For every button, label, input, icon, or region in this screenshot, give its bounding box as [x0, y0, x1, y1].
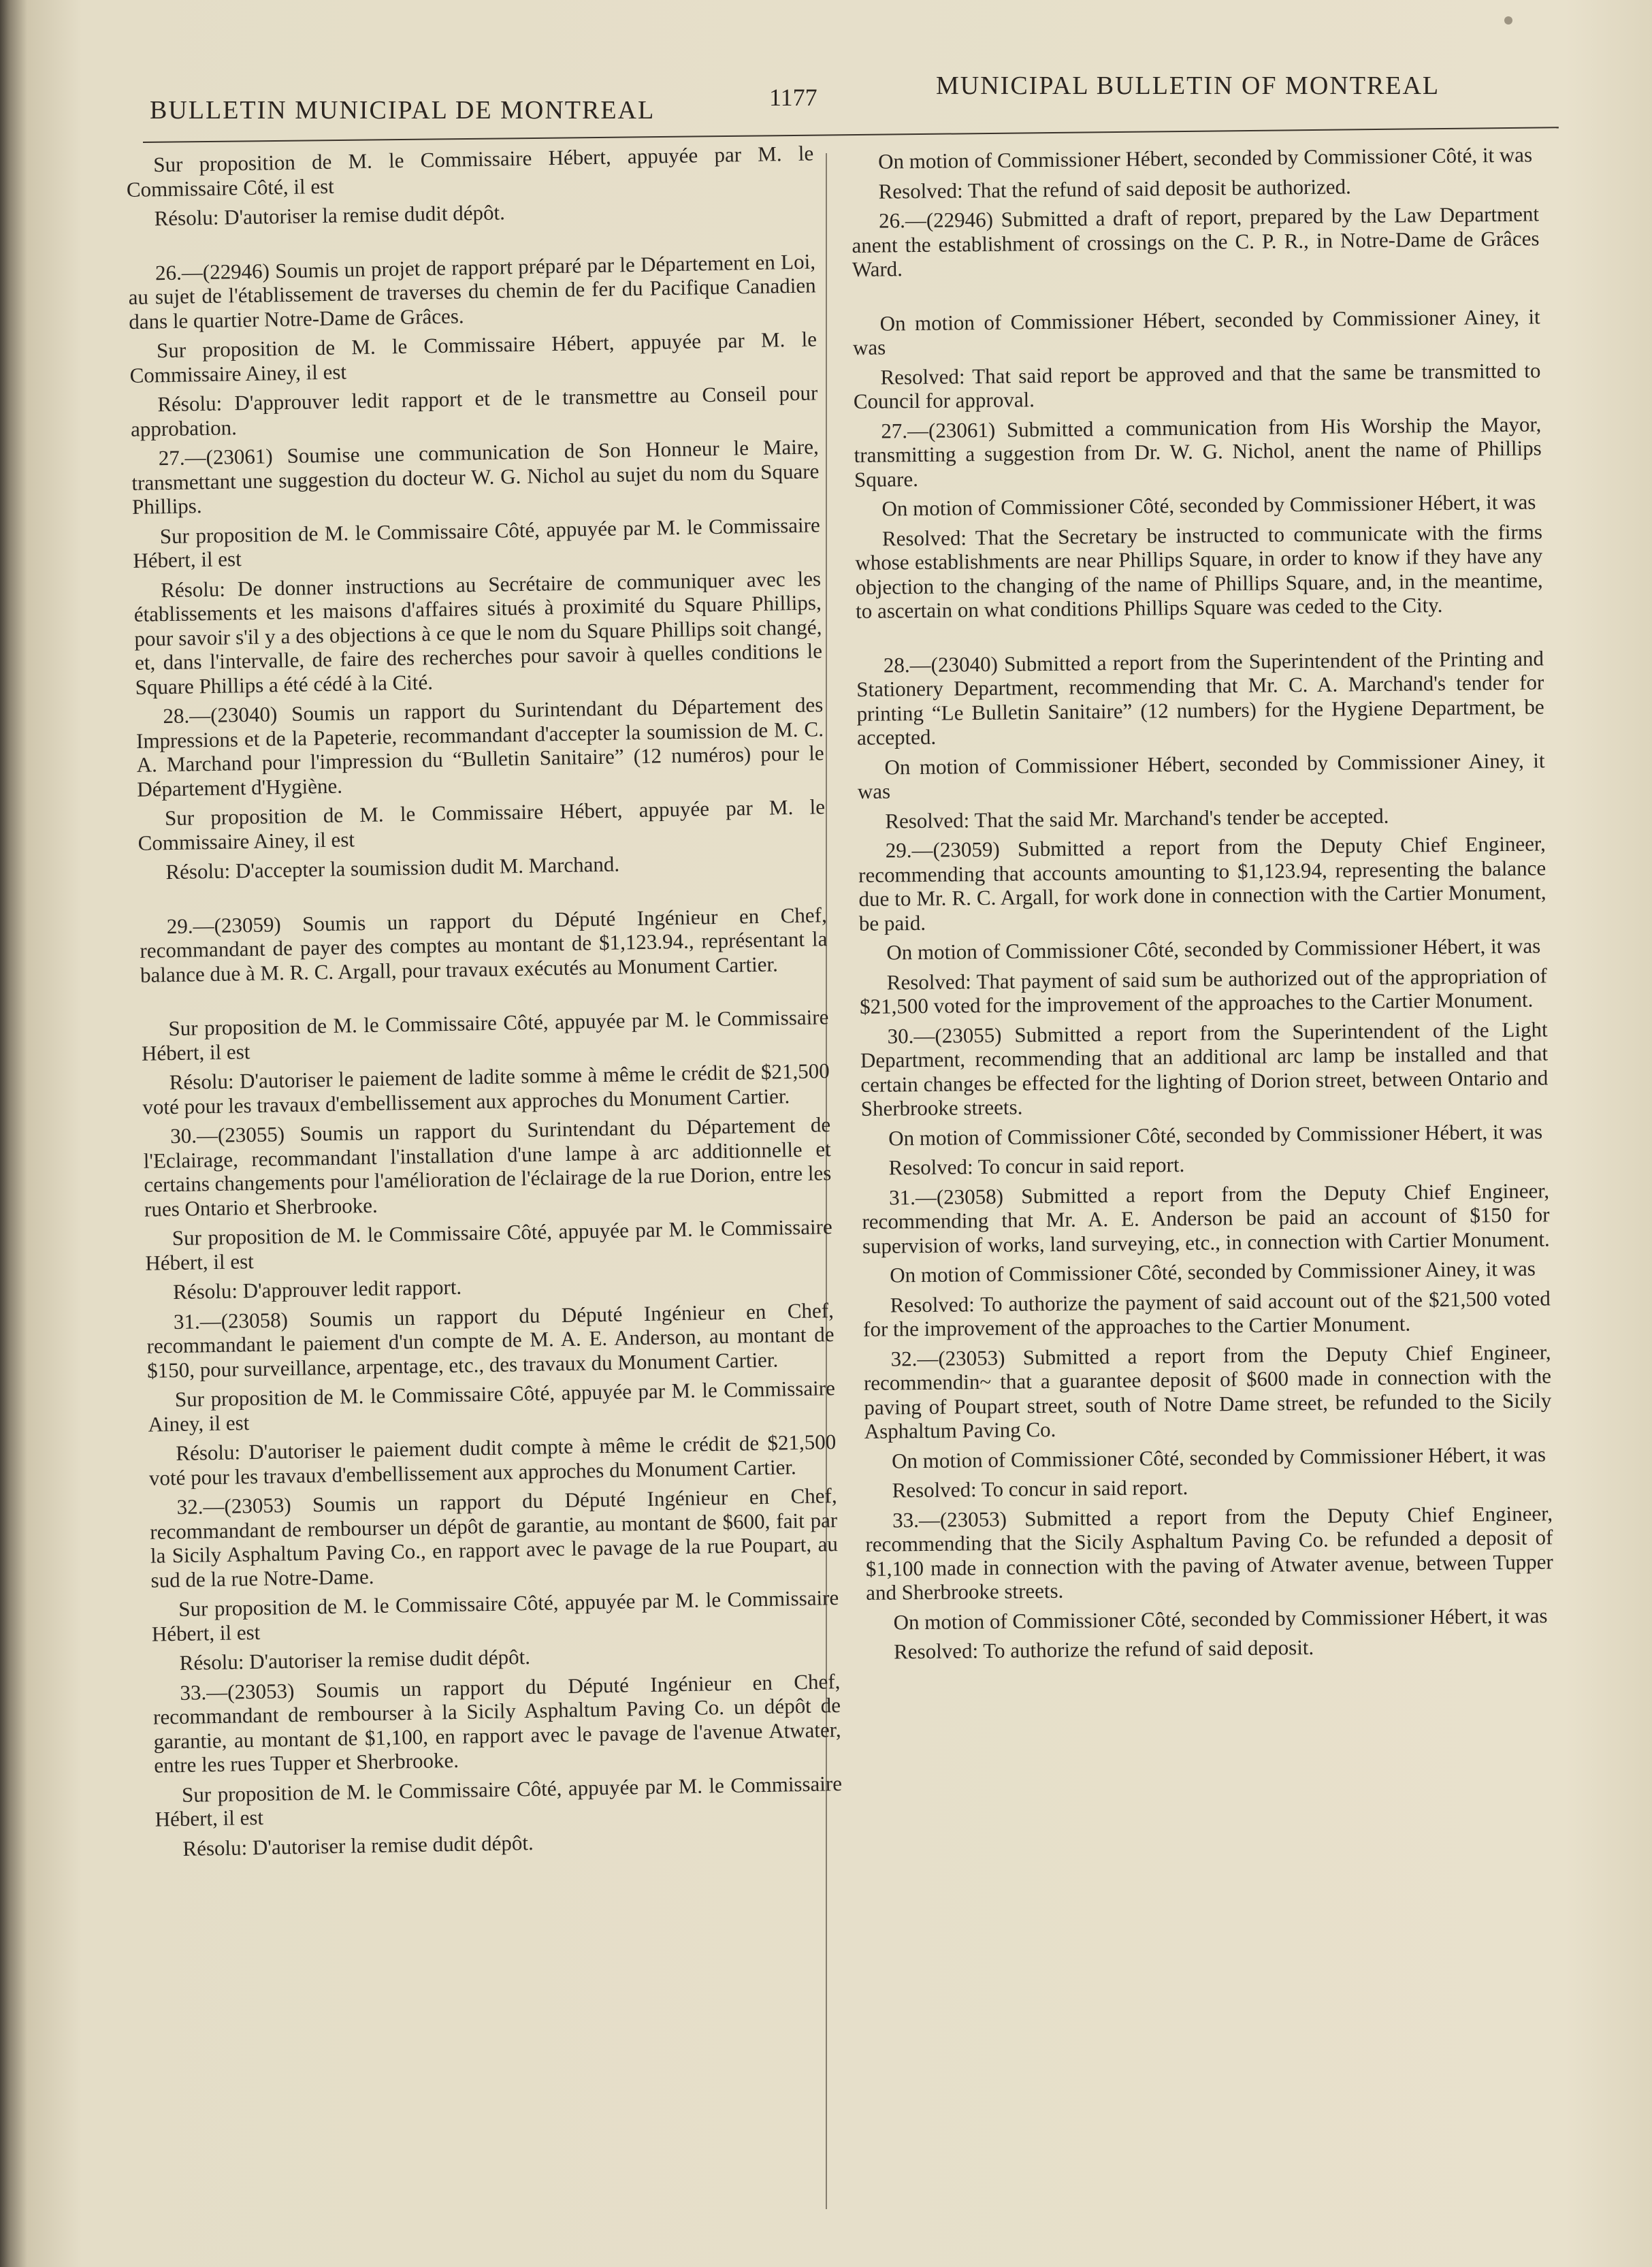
paragraph: 26.—(22946) Submitted a draft of report, prepared by the Law Department anent the establishment of crossings on the C. P. R., in Notre-Dame de Grâces Ward.: [852, 202, 1540, 281]
english-column: [851, 142, 1554, 1669]
paragraph: On motion of Commissioner Hébert, seconded by Commissioner Côté, it was: [877, 142, 1533, 174]
paragraph: On motion of Commissioner Côté, seconded by Commissioner Hébert, it was: [893, 1603, 1548, 1634]
paragraph: Sur proposition de M. le Commissaire Hébert, appuyée par M. le Commissaire Côté, il est: [126, 141, 814, 202]
paragraph: Resolved: That payment of said sum be authorized out of the appropriation of $21,500 voted for the improvement of the approaches to the Cartier Monument.: [859, 963, 1547, 1018]
paragraph: Sur proposition de M. le Commissaire Côté, appuyée par M. le Commissaire Hébert, il est: [155, 1771, 843, 1831]
paragraph: Resolved: To concur in said report.: [892, 1475, 1188, 1502]
paragraph: Résolu: D'autoriser la remise dudit dépôt.: [154, 200, 506, 231]
paragraph: On motion of Commissioner Côté, seconded by Commissioner Hébert, it was: [891, 1441, 1546, 1473]
paragraph: Sur proposition de M. le Commissaire Hébert, appuyée par M. le Commissaire Ainey, il est: [137, 794, 826, 855]
page-number: 1177: [769, 84, 817, 111]
paragraph: Resolved: That the said Mr. Marchand's tender be accepted.: [885, 803, 1389, 833]
paragraph: 31.—(23058) Soumis un rapport du Député Ingénieur en Chef, recommandant le paiement d'un compte de M. A. E. Anderson, au montant de $150, pour surveillance, arpentage, etc., des travaux du Monument Cartier.: [146, 1298, 835, 1383]
paragraph: Résolu: D'autoriser la remise dudit dépôt.: [182, 1830, 534, 1861]
paragraph: 28.—(23040) Submitted a report from the Superintendent of the Printing and Stationery Department, recommending that Mr. C. A. Marchand's tender for printing “Le Bulletin Sanitaire” (12 numbers) for the Hygiene Department, be accepted.: [856, 645, 1544, 750]
paragraph: Resolved: That the refund of said deposit be authorized.: [878, 174, 1351, 204]
header-title-french: BULLETIN MUNICIPAL DE MONTREAL: [150, 96, 655, 125]
paragraph: 31.—(23058) Submitted a report from the Deputy Chief Engineer, recommending that Mr. A. E. Anderson be paid an account of $150 for supervision of works, land surveying, etc., in connection with Cartier Monument.: [862, 1178, 1550, 1258]
paragraph: 29.—(23059) Soumis un rapport du Député Ingénieur en Chef, recommandant de payer des comptes au montant de $1,123.94., représentant la balance due à M. R. C. Argall, pour travaux exécutés au Monument Cartier.: [140, 902, 828, 987]
paragraph: 27.—(23061) Submitted a communication from His Worship the Mayor, transmitting a suggestion from Dr. W. G. Nichol, anent the name of Phillips Square.: [854, 411, 1542, 492]
paragraph: On motion of Commissioner Côté, seconded by Commissioner Hébert, it was: [886, 933, 1541, 965]
paragraph: Résolu: D'approuver ledit rapport.: [172, 1274, 462, 1304]
paragraph: 30.—(23055) Submitted a report from the Superintendent of the Light Department, recommending that an additional arc lamp be installed and that certain changes be effected for the lighting of Dorion street, between Ontario and Sherbrooke streets.: [860, 1016, 1549, 1121]
paragraph: Résolu: D'accepter la soumission dudit M. Marchand.: [165, 852, 620, 884]
paragraph: On motion of Commissioner Côté, seconded by Commissioner Ainey, it was: [890, 1256, 1536, 1287]
header-title-english: MUNICIPAL BULLETIN OF MONTREAL: [936, 71, 1440, 100]
paragraph: Sur proposition de M. le Commissaire Côté, appuyée par M. le Commissaire Hébert, il est: [145, 1215, 832, 1275]
paragraph: On motion of Commissioner Hébert, seconded by Commissioner Ainey, it was: [852, 304, 1540, 359]
paragraph: Résolu: D'approuver ledit rapport et de le transmettre au Conseil pour approbation.: [130, 381, 818, 441]
paragraph: Résolu: D'autoriser le paiement dudit compte à même le crédit de $21,500 voté pour les travaux d'embellissement aux approches du Monument Cartier.: [148, 1430, 837, 1490]
paragraph: 32.—(23053) Submitted a report from the Deputy Chief Engineer, recommendin~ that a guarantee deposit of $600 made in connection with the paving of Poupart street, south of Notre Dame street, be refunded to the Sicily Asphaltum Paving Co.: [863, 1339, 1552, 1443]
paragraph: Résolu: D'autoriser la remise dudit dépôt.: [179, 1644, 531, 1675]
paragraph: On motion of Commissioner Côté, seconded by Commissioner Hébert, it was: [888, 1119, 1543, 1151]
paragraph: Résolu: De donner instructions au Secrétaire de communiquer avec les établissements et les maisons d'affaires situés à proximité du Square Phillips, pour savoir s'il y a des objections à ce que le nom du Square Phillips soit changé, et, dans l'intervalle, de faire des recherches pour savoir à quelles conditions le Square Phillips a été cédé à la Cité.: [133, 566, 823, 699]
page-header: [143, 68, 1559, 129]
paragraph: Resolved: To concur in said report.: [888, 1152, 1185, 1180]
paragraph: Sur proposition de M. le Commissaire Côté, appuyée par M. le Commissaire Hébert, il est: [141, 1005, 829, 1065]
paragraph: Sur proposition de M. le Commissaire Hébert, appuyée par M. le Commissaire Ainey, il est: [129, 327, 817, 387]
paragraph: Resolved: That the Secretary be instructed to communicate with the firms whose establishments are near Phillips Square, in order to know if they have any objection to the changing of the name of Phillips Square, and, in the meantime, to ascertain on what conditions Phillips Square was ceded to the City.: [855, 519, 1543, 623]
paragraph: 28.—(23040) Soumis un rapport du Surintendant du Département des Impressions et de la Papeterie, recommandant d'accepter la soumission de M. C. A. Marchand pour l'impression du “Bulletin Sanitaire” (12 numéros) pour le Département d'Hygiène.: [135, 692, 824, 801]
paragraph: 29.—(23059) Submitted a report from the Deputy Chief Engineer, recommending that accounts amounting to $1,123.94, representing the balance due to Mr. R. C. Argall, for work done in connection with the Cartier Monument, be paid.: [858, 831, 1546, 935]
paragraph: 33.—(23053) Submitted a report from the Deputy Chief Engineer, recommending that the Sicily Asphaltum Paving Co. be refunded a deposit of $1,100 made in connection with the paving of Atwater avenue, between Tupper and Sherbrooke streets.: [865, 1500, 1553, 1605]
paragraph: Sur proposition de M. le Commissaire Côté, appuyée par M. le Commissaire Hébert, il est: [133, 512, 820, 573]
paragraph: 26.—(22946) Soumis un projet de rapport préparé par le Département en Loi, au sujet de l'établissement de traverses du chemin de fer du Pacifique Canadien dans le quartier Notre-Dame de Grâces.: [128, 248, 816, 334]
paragraph: 33.—(23053) Soumis un rapport du Député Ingénieur en Chef, recommandant de rembourser à la Sicily Asphaltum Paving Co. un dépôt de garantie, au montant de $1,100, en rapport avec le pavage de l'avenue Atwater, entre les rues Tupper et Sherbrooke.: [152, 1669, 841, 1778]
ink-spot: [1504, 16, 1512, 25]
paragraph: 27.—(23061) Soumise une communication de Son Honneur le Maire, transmettant une suggestion du docteur W. G. Nichol au sujet du nom du Square Phillips.: [131, 434, 820, 519]
paragraph: 30.—(23055) Soumis un rapport du Surintendant du Département de l'Eclairage, recommandant l'installation d'une lampe à arc additionnelle et certains changements pour l'amélioration de l'éclairage de la rue Dorion, entre les rues Ontario et Sherbrooke.: [143, 1112, 832, 1221]
paragraph: Sur proposition de M. le Commissaire Côté, appuyée par M. le Commissaire Hébert, il est: [151, 1586, 839, 1646]
french-column: [126, 141, 843, 1866]
paragraph: Resolved: To authorize the payment of said account out of the $21,500 voted for the improvement of the approaches to the Cartier Monument.: [862, 1285, 1551, 1341]
paragraph: Resolved: To authorize the refund of said deposit.: [893, 1635, 1314, 1664]
paragraph: Sur proposition de M. le Commissaire Côté, appuyée par M. le Commissaire Ainey, il est: [148, 1376, 836, 1436]
paragraph: Résolu: D'autoriser le paiement de ladite somme à même le crédit de $21,500 voté pour les travaux d'embellissement aux approches du Monument Cartier.: [142, 1059, 830, 1119]
paragraph: On motion of Commissioner Hébert, seconded by Commissioner Ainey, it was: [857, 747, 1545, 803]
paragraph: Resolved: That said report be approved and that the same be transmitted to Council for approval.: [853, 357, 1541, 413]
paragraph: 32.—(23053) Soumis un rapport du Député Ingénieur en Chef, recommandant de rembourser un dépôt de garantie, au montant de $600, fait par la Sicily Asphaltum Paving Co., en rapport avec le pavage de la rue Poupart, au sud de la rue Notre-Dame.: [150, 1483, 839, 1592]
paragraph: On motion of Commissioner Côté, seconded by Commissioner Hébert, it was: [881, 489, 1536, 521]
